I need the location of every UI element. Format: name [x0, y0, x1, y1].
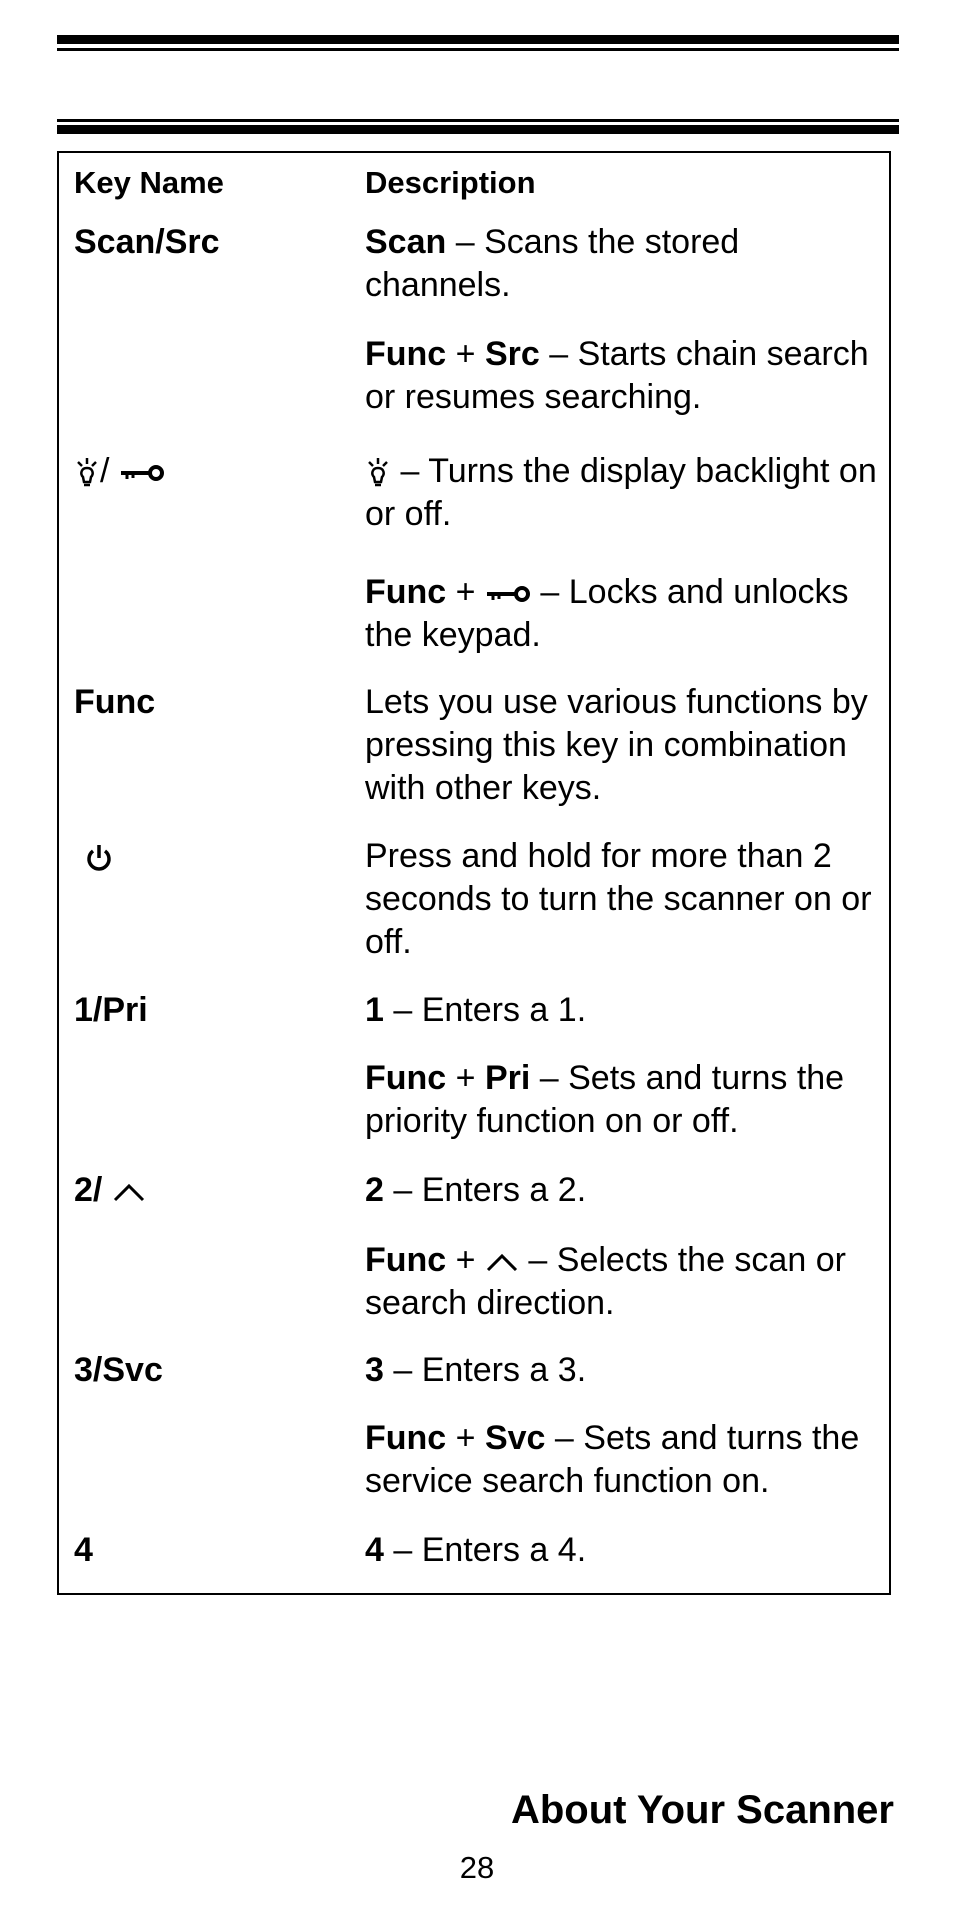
desc-3: 3 – Enters a 3.: [365, 1351, 587, 1389]
desc-func-src: Func + Src – Starts chain search or resumes searching.: [365, 335, 869, 416]
key-separator: /: [100, 452, 110, 490]
key-light-lock: [74, 450, 165, 493]
desc-func-pri: Func + Pri – Sets and turns the priority function on or off.: [365, 1059, 845, 1140]
section-title: About Your Scanner: [510, 1788, 894, 1832]
desc-scan: Scan – Scans the stored channels.: [365, 223, 740, 304]
header-key-name: Key Name: [74, 165, 224, 200]
desc-func: Lets you use various functions by pressing this key in combination with other keys.: [365, 683, 868, 807]
page-number: 28: [459, 1850, 495, 1885]
power-icon: [82, 841, 116, 875]
lightbulb-icon: [74, 456, 100, 490]
desc-2: 2 – Enters a 2.: [365, 1171, 587, 1209]
key-icon: [119, 463, 165, 483]
desc-1: 1 – Enters a 1.: [365, 991, 587, 1029]
key-func: Func: [74, 683, 156, 721]
header-description: Description: [365, 165, 536, 200]
key-scan-src: Scan/Src: [74, 223, 220, 261]
desc-func-up: Func + – Selects the scan or search direction.: [365, 1241, 846, 1322]
key-description-table: [57, 151, 891, 1595]
mid-rule-thin: [57, 119, 899, 122]
key-power: [74, 835, 116, 878]
caret-up-icon: [485, 1251, 519, 1273]
desc-func-lock: Func + – Locks and unlocks the keypad.: [365, 573, 849, 654]
top-rule-thick: [57, 35, 899, 44]
lightbulb-icon: [365, 456, 391, 490]
top-rule-thin: [57, 48, 899, 51]
key-2-up: 2/: [74, 1169, 146, 1212]
key-3-svc: 3/Svc: [74, 1351, 163, 1389]
key-1-pri: 1/Pri: [74, 991, 148, 1029]
key-icon: [485, 584, 531, 604]
desc-func-svc: Func + Svc – Sets and turns the service search function on.: [365, 1419, 860, 1500]
desc-backlight: – Turns the display backlight on or off.: [365, 452, 877, 533]
mid-rule-thick: [57, 125, 899, 134]
key-4: 4: [74, 1531, 93, 1569]
desc-4: 4 – Enters a 4.: [365, 1531, 587, 1569]
desc-power: Press and hold for more than 2 seconds to turn the scanner on or off.: [365, 837, 872, 961]
caret-up-icon: [112, 1181, 146, 1203]
